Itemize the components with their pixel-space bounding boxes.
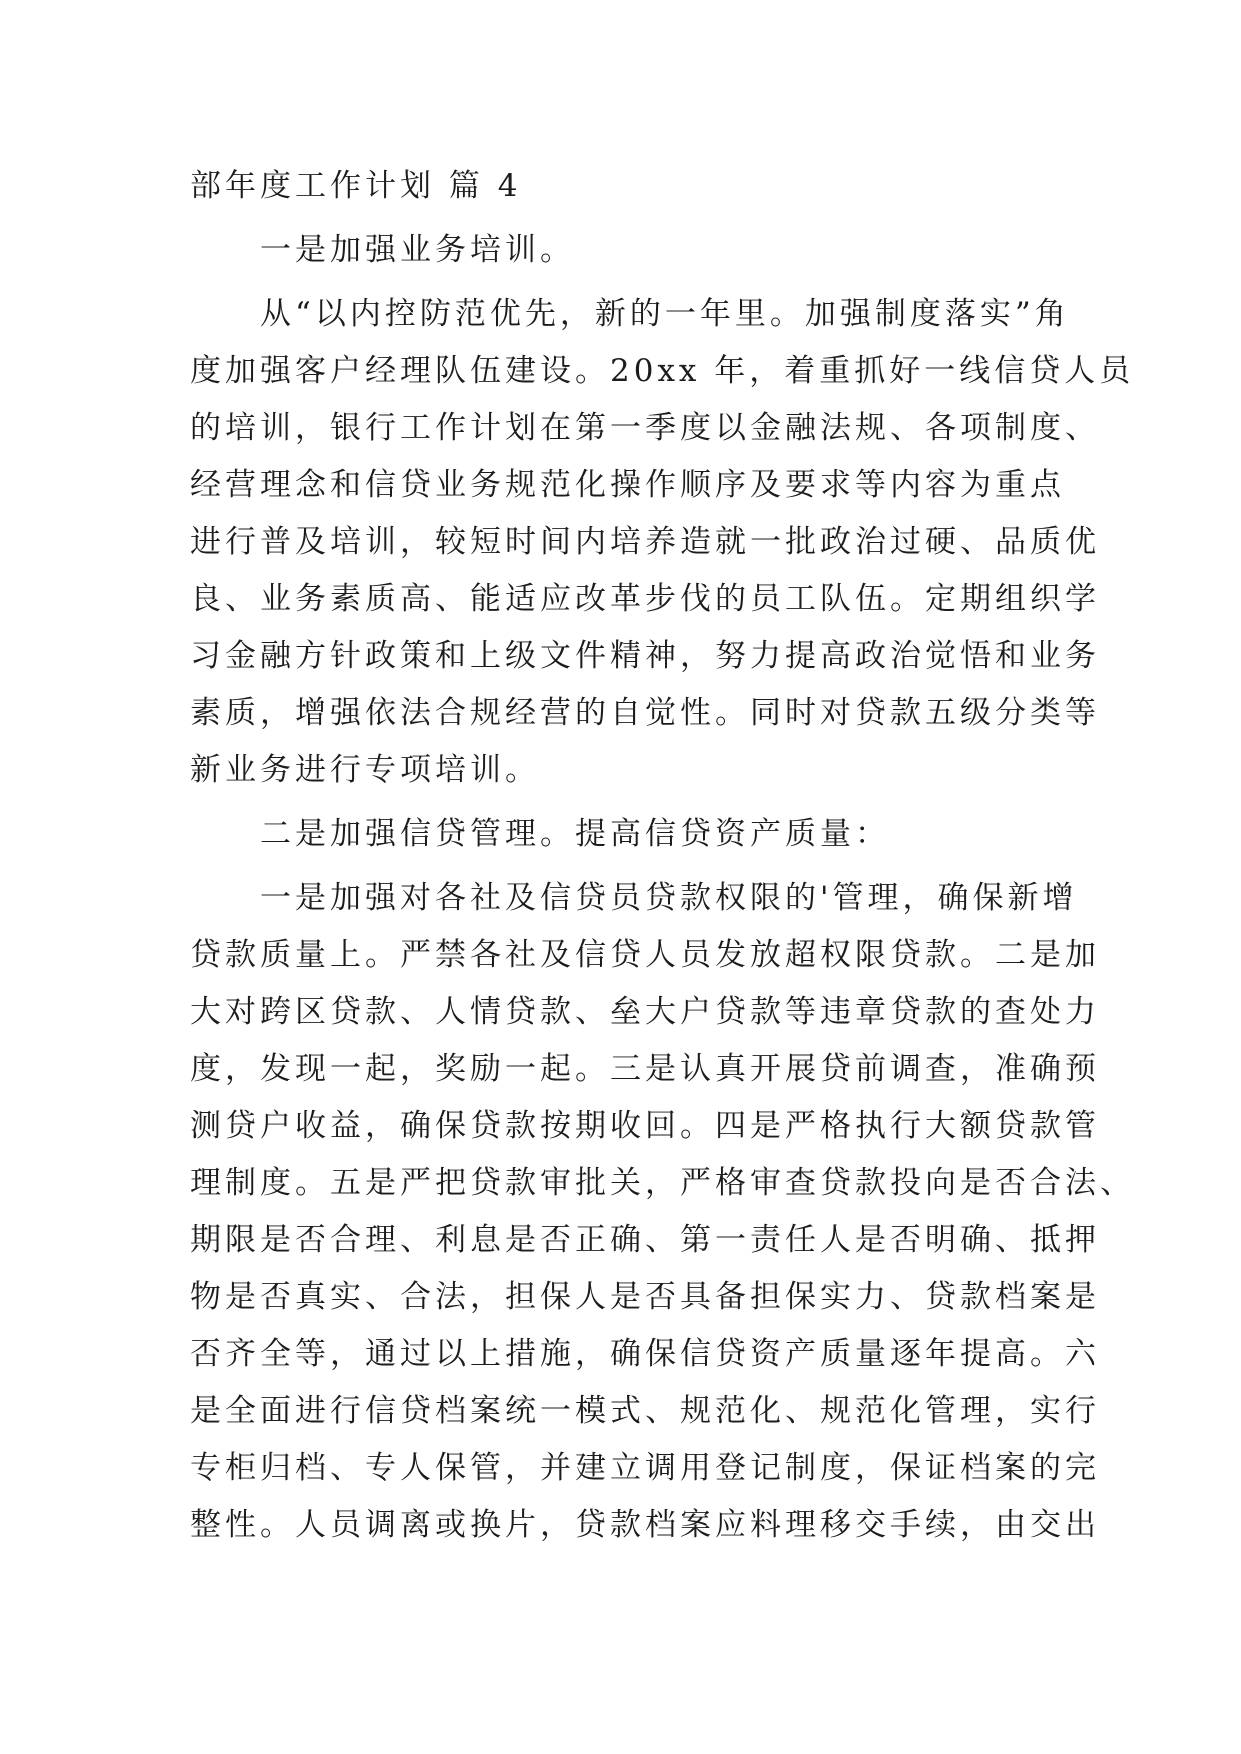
paragraph-line: 期限是否合理、利息是否正确、第一责任人是否明确、抵押 — [190, 1222, 1100, 1258]
paragraph-line: 从“以内控防范优先，新的一年里。加强制度落实”角 — [260, 296, 1070, 332]
document-body — [190, 158, 1135, 1554]
paragraph-line: 进行普及培训，较短时间内培养造就一批政治过硬、品质优 — [190, 524, 1100, 560]
paragraph-line: 度，发现一起，奖励一起。三是认真开展贷前调查，准确预 — [190, 1051, 1100, 1087]
paragraph-line: 一是加强业务培训。 — [260, 232, 575, 268]
paragraph-line: 新业务进行专项培训。 — [190, 752, 540, 788]
paragraph-line: 一是加强对各社及信贷员贷款权限的'管理，确保新增 — [260, 880, 1078, 916]
paragraph-line: 理制度。五是严把贷款审批关，严格审查贷款投向是否合法、 — [190, 1165, 1135, 1201]
paragraph-line: 整性。人员调离或换片，贷款档案应料理移交手续，由交出 — [190, 1507, 1100, 1543]
paragraph-line: 贷款质量上。严禁各社及信贷人员发放超权限贷款。二是加 — [190, 937, 1100, 973]
paragraph-line: 良、业务素质高、能适应改革步伐的员工队伍。定期组织学 — [190, 581, 1100, 617]
paragraph-line: 经营理念和信贷业务规范化操作顺序及要求等内容为重点 — [190, 467, 1065, 503]
paragraph-line: 物是否真实、合法，担保人是否具备担保实力、贷款档案是 — [190, 1279, 1100, 1315]
paragraph-line: 素质，增强依法合规经营的自觉性。同时对贷款五级分类等 — [190, 695, 1100, 731]
document-heading: 部年度工作计划 篇 4 — [190, 168, 522, 204]
paragraph-line: 是全面进行信贷档案统一模式、规范化、规范化管理，实行 — [190, 1393, 1100, 1429]
paragraph-line: 否齐全等，通过以上措施，确保信贷资产质量逐年提高。六 — [190, 1336, 1100, 1372]
paragraph-line: 的培训，银行工作计划在第一季度以金融法规、各项制度、 — [190, 410, 1100, 446]
paragraph-line: 测贷户收益，确保贷款按期收回。四是严格执行大额贷款管 — [190, 1108, 1100, 1144]
paragraph-line: 度加强客户经理队伍建设。20xx 年，着重抓好一线信贷人员 — [190, 353, 1135, 389]
paragraph-line: 二是加强信贷管理。提高信贷资产质量： — [260, 816, 890, 852]
paragraph-line: 习金融方针政策和上级文件精神，努力提高政治觉悟和业务 — [190, 638, 1100, 674]
paragraph-line: 大对跨区贷款、人情贷款、垒大户贷款等违章贷款的查处力 — [190, 994, 1100, 1030]
paragraph-line: 专柜归档、专人保管，并建立调用登记制度，保证档案的完 — [190, 1450, 1100, 1486]
